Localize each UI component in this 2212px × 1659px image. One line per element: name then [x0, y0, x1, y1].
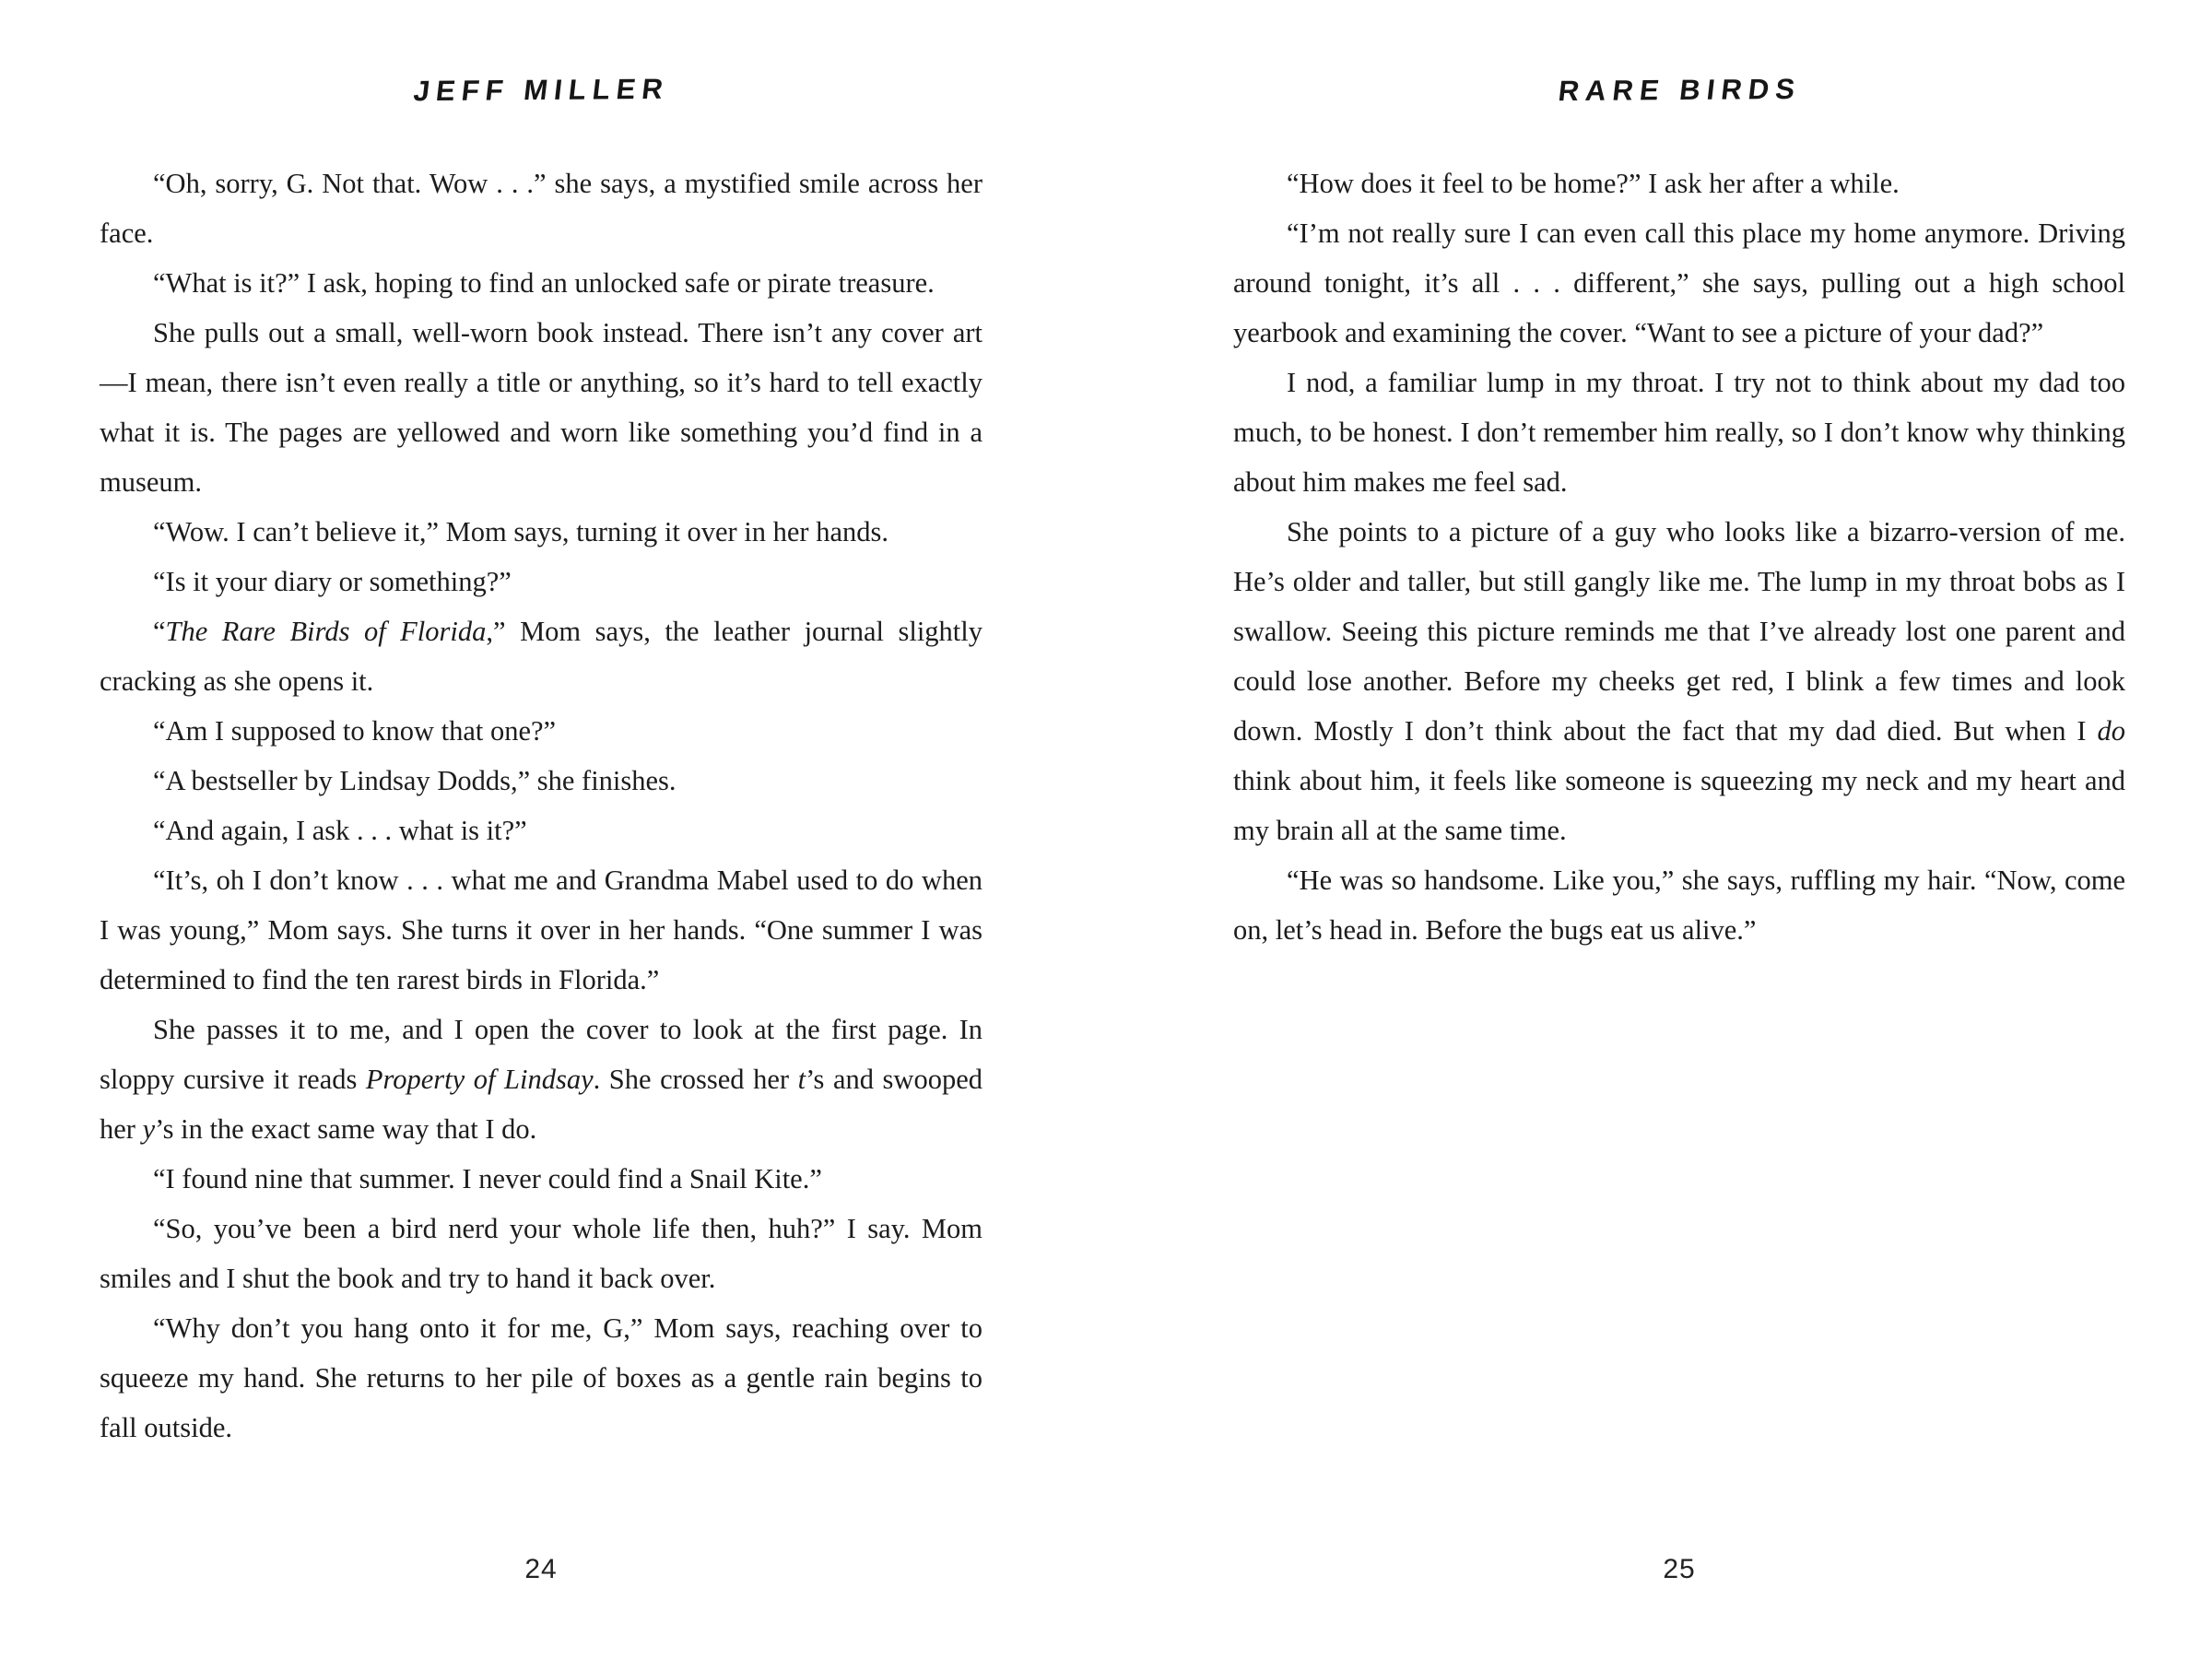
right-page	[1233, 0, 2125, 1659]
paragraph: “Why don’t you hang onto it for me, G,” Mom says, reaching over to squeeze my hand. She returns to her pile of boxes as a gentle rain begins to fall outside.	[100, 1312, 982, 1443]
paragraph: “I’m not really sure I can even call this place my home anymore. Driving around tonight, it’s all . . . different,” she says, pulling out a high school yearbook and examining the cover. “Want to see a picture of your dad?”	[1233, 218, 2125, 348]
book-title-header: RARE BIRDS	[1556, 72, 1803, 108]
paragraph: She points to a picture of a guy who looks like a bizarro-version of me. He’s older and taller, but still gangly like me. The lump in my throat bobs as I swallow. Seeing this picture reminds me that I’ve already lost one parent and could lose another. Before my cheeks get red, I blink a few times and look down. Mostly I don’t think about the fact that my dad died. But when I do think about him, it feels like someone is squeezing my neck and my heart and my brain all at the same time.	[1233, 516, 2125, 846]
paragraph: “A bestseller by Lindsay Dodds,” she finishes.	[153, 765, 677, 796]
paragraph: She pulls out a small, well-worn book instead. There isn’t any cover art—I mean, there isn’t even really a title or anything, so it’s hard to tell exactly what it is. The pages are yellowed and worn like something you’d find in a museum.	[100, 317, 982, 498]
left-page-number: 24	[524, 1554, 558, 1584]
right-running-head	[1233, 74, 2125, 107]
left-page	[100, 0, 982, 1659]
right-page-body	[1233, 159, 2125, 955]
paragraph: “How does it feel to be home?” I ask her after a while.	[1287, 168, 1900, 199]
left-page-body	[100, 159, 982, 1453]
left-running-head	[100, 74, 982, 107]
paragraph: “What is it?” I ask, hoping to find an unlocked safe or pirate treasure.	[153, 267, 935, 299]
paragraph: “Wow. I can’t believe it,” Mom says, turning it over in her hands.	[153, 516, 888, 547]
paragraph: I nod, a familiar lump in my throat. I try not to think about my dad too much, to be honest. I don’t remember him really, so I don’t know why thinking about him makes me feel sad.	[1233, 367, 2125, 498]
paragraph: “Am I supposed to know that one?”	[153, 715, 557, 747]
right-page-number: 25	[1663, 1554, 1696, 1584]
author-name-header: JEFF MILLER	[411, 72, 671, 108]
paragraph: “I found nine that summer. I never could find a Snail Kite.”	[153, 1163, 822, 1194]
paragraph: “The Rare Birds of Florida,” Mom says, the leather journal slightly cracking as she opens it.	[100, 616, 982, 697]
paragraph: “So, you’ve been a bird nerd your whole life then, huh?” I say. Mom smiles and I shut the book and try to hand it back over.	[100, 1213, 982, 1294]
paragraph: “Is it your diary or something?”	[153, 566, 512, 597]
paragraph: “Oh, sorry, G. Not that. Wow . . .” she says, a mystified smile across her face.	[100, 168, 982, 249]
paragraph: “And again, I ask . . . what is it?”	[153, 815, 527, 846]
paragraph: She passes it to me, and I open the cover to look at the first page. In sloppy cursive it reads Property of Lindsay. She crossed her t’s and swooped her y’s in the exact same way that I do.	[100, 1014, 982, 1145]
paragraph: “It’s, oh I don’t know . . . what me and Grandma Mabel used to do when I was young,” Mom says. She turns it over in her hands. “One summer I was determined to find the ten rarest birds in Florida.”	[100, 865, 982, 995]
paragraph: “He was so handsome. Like you,” she says, ruffling my hair. “Now, come on, let’s head in. Before the bugs eat us alive.”	[1233, 865, 2125, 946]
